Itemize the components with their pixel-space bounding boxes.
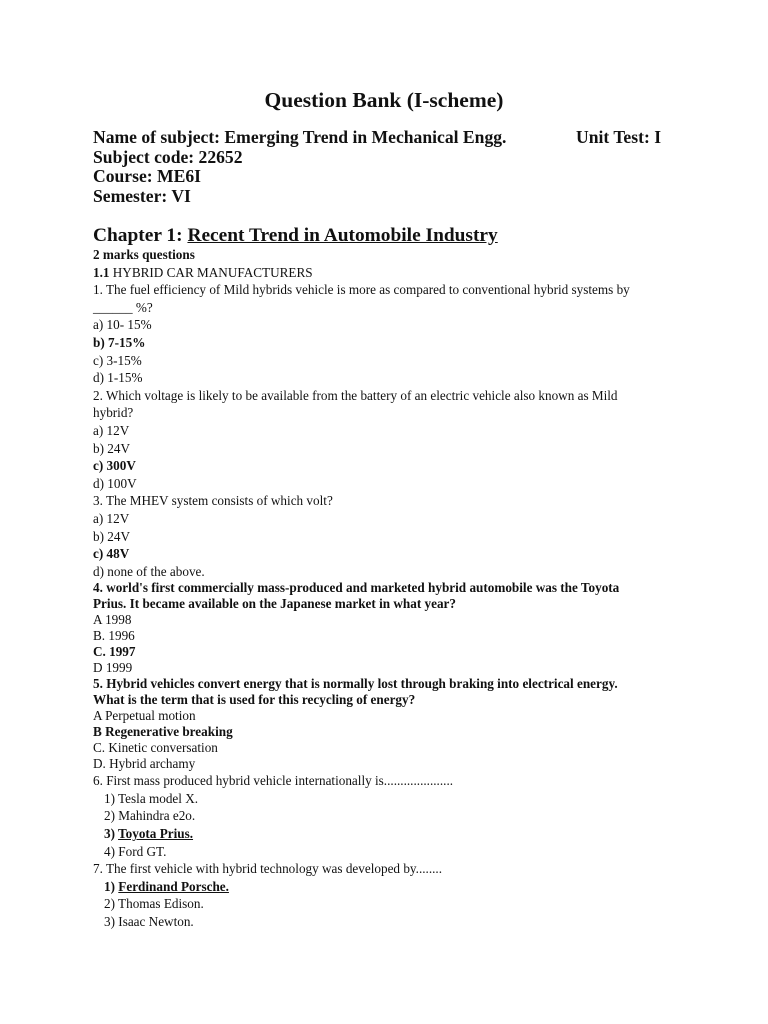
option [93,790,678,808]
subject-code: Subject code: 22652 [93,146,243,167]
option: d) 1-15% [93,370,143,386]
option-text: Isaac Newton. [118,914,194,930]
option-answer [93,878,678,896]
option-number: 2) [104,896,119,912]
chapter-heading [93,224,498,248]
option [93,843,678,861]
option-number: 1) [104,878,119,894]
question-text: 2. Which voltage is likely to be available from the battery of an electric vehicle also known as Mild [93,387,618,403]
option: a) 10- 15% [93,317,152,333]
question-text: 3. The MHEV system consists of which volt? [93,493,333,509]
option: A 1998 [93,612,132,628]
option-number: 3) [104,826,119,842]
question-text: 5. Hybrid vehicles convert energy that is normally lost through braking into electrical energy. [93,676,618,692]
option-text: Ferdinand Porsche. [118,878,229,894]
option: a) 12V [93,510,130,526]
option: B. 1996 [93,628,135,644]
course: Course: ME6I [93,166,201,187]
question-text: 7. The first vehicle with hybrid technology was developed by........ [93,861,443,877]
option-text: Ford GT. [118,843,167,859]
option-answer: c) 300V [93,458,136,474]
subsection-number: 1.1 [93,264,110,280]
option [93,895,678,913]
subsection-title: HYBRID CAR MANUFACTURERS [109,264,313,280]
question-text: 1. The fuel efficiency of Mild hybrids vehicle is more as compared to conventional hybrid systems by [93,282,630,298]
option-answer: b) 7-15% [93,334,146,350]
option: d) none of the above. [93,563,205,579]
option: b) 24V [93,440,130,456]
subject-name: Name of subject: Emerging Trend in Mechanical Engg. [93,127,507,147]
option-number: 3) [104,914,119,930]
option [93,807,678,825]
option: D. Hybrid archamy [93,756,196,772]
question-text: 4. world's first commercially mass-produced and marketed hybrid automobile was the Toyota [93,580,620,596]
option: c) 3-15% [93,352,142,368]
section-label: 2 marks questions [93,247,195,262]
option: d) 100V [93,475,137,491]
option: A Perpetual motion [93,708,196,724]
option: b) 24V [93,528,130,544]
option: a) 12V [93,422,130,438]
document-title: Question Bank (I-scheme) [264,88,504,112]
question-text: 6. First mass produced hybrid vehicle internationally is..................... [93,773,454,789]
unit-test: Unit Test: I [576,127,662,147]
chapter-prefix: Chapter 1: [93,225,188,246]
option-answer: B Regenerative breaking [93,724,233,740]
option-number: 1) [104,790,119,806]
chapter-title: Recent Trend in Automobile Industry [187,225,498,246]
option: C. Kinetic conversation [93,740,218,756]
question-text-cont: hybrid? [93,405,134,421]
option-text: Toyota Prius. [118,826,194,842]
option-text: Tesla model X. [118,790,199,806]
option-text: Thomas Edison. [118,896,204,912]
option-text: Mahindra e2o. [118,808,196,824]
question-list [93,246,678,931]
option [93,913,678,931]
semester: Semester: VI [93,185,191,206]
option-answer: c) 48V [93,546,130,562]
question-text-cont: Prius. It became available on the Japanese market in what year? [93,596,456,612]
option-number: 2) [104,808,119,824]
option-answer [93,825,678,843]
subsection-heading [93,264,678,282]
option: D 1999 [93,660,133,676]
option-answer: C. 1997 [93,644,136,660]
question-text-cont: ______ %? [93,299,153,315]
option-number: 4) [104,843,119,859]
question-text-cont: What is the term that is used for this recycling of energy? [93,692,416,708]
subject-info [93,128,506,206]
